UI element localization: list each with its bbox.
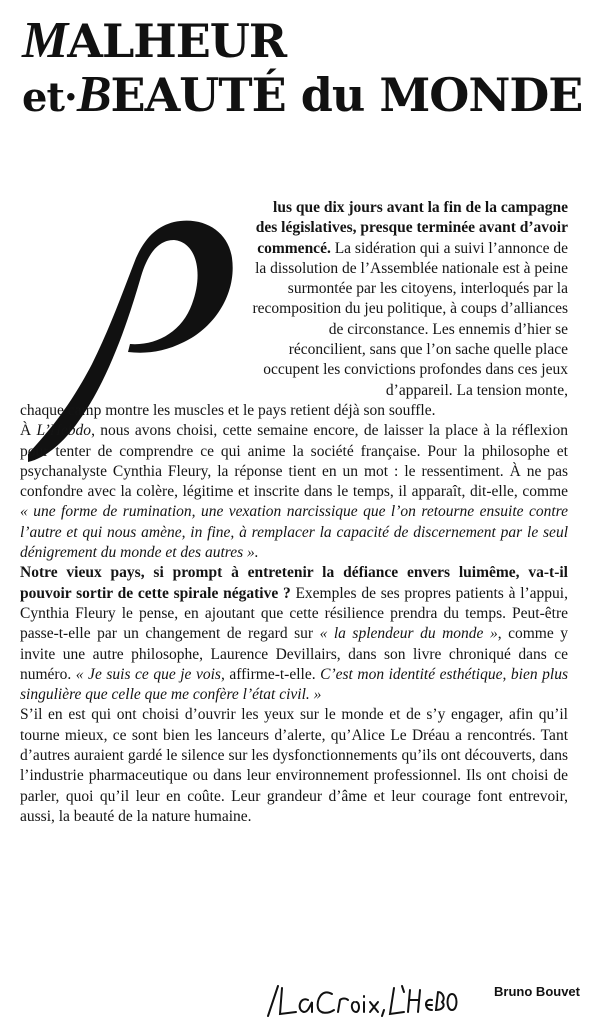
devillairs-quote-2: C’est mon identité esthétique, bien plus singulière que celle que me confère l’état civil. »: [20, 665, 568, 704]
fleury-quote: « une forme de rumination, une vexation narcissique que l’on retourne ensuite contre l’autre et qui nous amène, in fine, à remplacer la capacité de discernement par le seul dénigrement du monde et des autres ».: [20, 503, 568, 562]
splendeur-quote: « la splendeur du monde »: [319, 625, 498, 643]
intro-text: La sidération qui a suivi l’annonce de la dissolution de l’Assemblée nationale est à peine surmontée par les citoyens, interloqués par la recomposition du jeu politique, à coups d’alliances de circonstance. Les ennemis d’hier se réconcilient, sans que l’on sache quelle place occupent les convictions profondes dans ces jeux d’appareil. La tension monte,: [252, 239, 568, 399]
author-name: Bruno Bouvet: [494, 984, 580, 999]
paragraph-resilience: [20, 563, 568, 705]
paragraph-hebdo: [20, 421, 568, 563]
resilience-question: Notre vieux pays, si prompt à entretenir la défiance envers luimême, va-t-il pouvoir sortir de cette spirale négative ?: [20, 564, 568, 602]
drop-cap-letter: P: [6, 196, 7, 197]
resilience-text-c: affirme-t-elle.: [224, 665, 321, 683]
resilience-text-b: , comme y invite une autre philosophe, Laurence Devillairs, dans son livre chroniqué dans ce numéro.: [20, 625, 569, 683]
headline: [22, 14, 582, 125]
hebdo-text-b: , nous avons choisi, cette semaine encore, de laisser la place à la réflexion pour tenter de comprendre ce qui anime la société française. Pour la philosophe et psychanalyste Cynthia Fleury, la réponse tient en un mot : le ressentiment. À ne pas confondre avec la colère, légitime et inscrite dans le temps, il apparaît, dit-elle, comme: [20, 422, 568, 501]
hebdo-publication-name: L’Hebdo: [36, 422, 92, 440]
headline-line-2-text: EAUTÉ du MONDE: [110, 68, 583, 122]
handwritten-source-text: /La Croix, L’Hebdo: [260, 980, 270, 981]
hebdo-text-a: À: [20, 422, 37, 440]
headline-line-1: [22, 14, 582, 68]
paragraph-intro: [252, 198, 568, 401]
headline-line-2: [22, 68, 582, 125]
whistleblowers-text: S’il en est qui ont choisi d’ouvrir les yeux sur le monde et de s’y engager, afin qu’il tourne mieux, ce sont bien les lanceurs d’alerte, qu’Alice Le Dréau a rencontrés. Tant d’autres auraient gardé le silence sur les dysfonctionnements qu’ils ont découverts, dans l’industrie pharmaceutique ou dans leur environnement professionnel. Ils ont choisi de parler, quoi qu’il leur en coûte. Leur grandeur d’âme et leur courage font entrevoir, aussi, la beauté de la nature humaine.: [20, 706, 568, 825]
headline-line-1-text: ALHEUR: [67, 14, 287, 68]
intro-text-continued: chaque camp montre les muscles et le pays retient déjà son souffle.: [20, 401, 436, 419]
lead-sentence: lus que dix jours avant la fin de la campagne des législatives, presque terminée avant d’avoir commencé.: [255, 199, 568, 257]
article-body: [20, 198, 568, 827]
headline-swash-initial-m: M: [22, 12, 68, 69]
headline-swash-initial-b: B: [76, 66, 111, 123]
paragraph-whistleblowers: [20, 705, 568, 827]
handwritten-source-note: [260, 980, 460, 1020]
paragraph-intro-continued: [20, 401, 568, 421]
byline-row: [260, 980, 590, 1020]
resilience-text-a: Exemples de ses propres patients à l’appui, Cynthia Fleury le pense, en ajoutant que cette résilience prendra du temps. Peut-être passe-t-elle par un changement de regard sur: [20, 584, 568, 643]
headline-et: et·: [22, 74, 77, 121]
devillairs-quote-1: « Je suis ce que je vois,: [75, 665, 225, 683]
